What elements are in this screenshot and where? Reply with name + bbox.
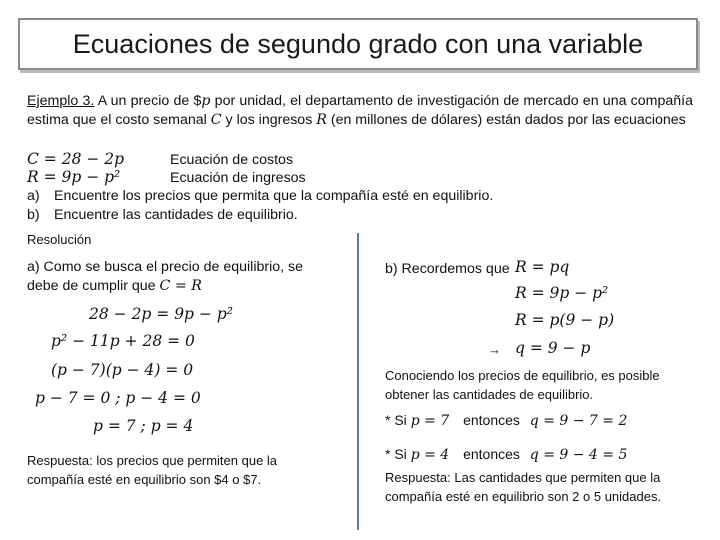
- revenue-equation: R = 9p − p²: [27, 168, 121, 186]
- left-step-2: p² − 11p + 28 = 0: [51, 332, 195, 350]
- problem-text: por unidad, el departamento de investigación de mercado en una compañía estima que el costo semanal: [27, 93, 693, 128]
- case-condition: p = 7: [410, 413, 450, 429]
- case-mid: entonces: [459, 412, 524, 428]
- list-item: [27, 206, 40, 225]
- right-answer: Respuesta: Las cantidades que permiten que la compañía esté en equilibrio son 2 o 5 unidades.: [385, 470, 662, 504]
- left-step-5: p = 7 ; p = 4: [93, 417, 194, 435]
- var-c: C: [210, 111, 222, 128]
- var-p: p: [201, 93, 211, 109]
- left-step-1: 28 − 2p = 9p − p²: [89, 305, 233, 323]
- case-1: [385, 412, 627, 429]
- cost-equation-label: Ecuación de costos: [170, 152, 294, 168]
- right-step-3: q = 9 − p: [515, 339, 591, 357]
- page-title: Ecuaciones de segundo grado con una variable: [72, 28, 644, 59]
- problem-text: y los ingresos: [221, 111, 317, 128]
- arrow-icon: →: [488, 342, 501, 357]
- left-intro-text: a) Como se busca el precio de equilibrio, se debe de cumplir que: [27, 259, 304, 294]
- revenue-equation-label: Ecuación de ingresos: [170, 170, 306, 186]
- left-step-4: p − 7 = 0 ; p − 4 = 0: [35, 389, 201, 407]
- problem-text: (en millones de dólares) están dados por las ecuaciones: [326, 111, 686, 128]
- left-intro-math: C = R: [159, 277, 202, 294]
- resolution-label: Resolución: [27, 232, 92, 247]
- case-result: q = 9 − 4 = 5: [529, 447, 628, 463]
- left-intro: [27, 258, 317, 295]
- cost-equation: C = 28 − 2p: [27, 150, 125, 168]
- example-label: Ejemplo 3.: [27, 93, 95, 109]
- case-mid: entonces: [459, 446, 524, 462]
- right-intro-text: b) Recordemos que: [385, 261, 510, 277]
- item-marker: b): [27, 207, 40, 223]
- right-step-0: R = pq: [515, 258, 570, 276]
- right-step-2: R = p(9 − p): [515, 311, 615, 329]
- list-item-text: Encuentre los precios que permita que la compañía esté en equilibrio.: [54, 188, 494, 204]
- right-text: Conociendo los precios de equilibrio, es posible obtener las cantidades de equilibrio.: [385, 368, 660, 402]
- case-condition: p = 4: [410, 447, 450, 463]
- problem-text: A un precio de $: [97, 93, 202, 109]
- column-divider: [357, 233, 359, 530]
- right-step-1: R = 9p − p²: [515, 284, 609, 302]
- case-prefix: * Si: [385, 412, 411, 428]
- case-prefix: * Si: [385, 446, 411, 462]
- left-answer: Respuesta: los precios que permiten que la compañía esté en equilibrio son $4 o $7.: [27, 453, 278, 487]
- case-2: [385, 446, 627, 463]
- left-step-3: (p − 7)(p − 4) = 0: [51, 361, 194, 379]
- title-box: [18, 18, 698, 70]
- problem-statement: [27, 92, 693, 129]
- item-marker: a): [27, 188, 40, 204]
- list-item: [27, 187, 40, 206]
- case-result: q = 9 − 7 = 2: [529, 413, 628, 429]
- var-r: R: [316, 111, 327, 128]
- right-intro: [385, 260, 510, 279]
- list-item-text: Encuentre las cantidades de equilibrio.: [54, 207, 298, 223]
